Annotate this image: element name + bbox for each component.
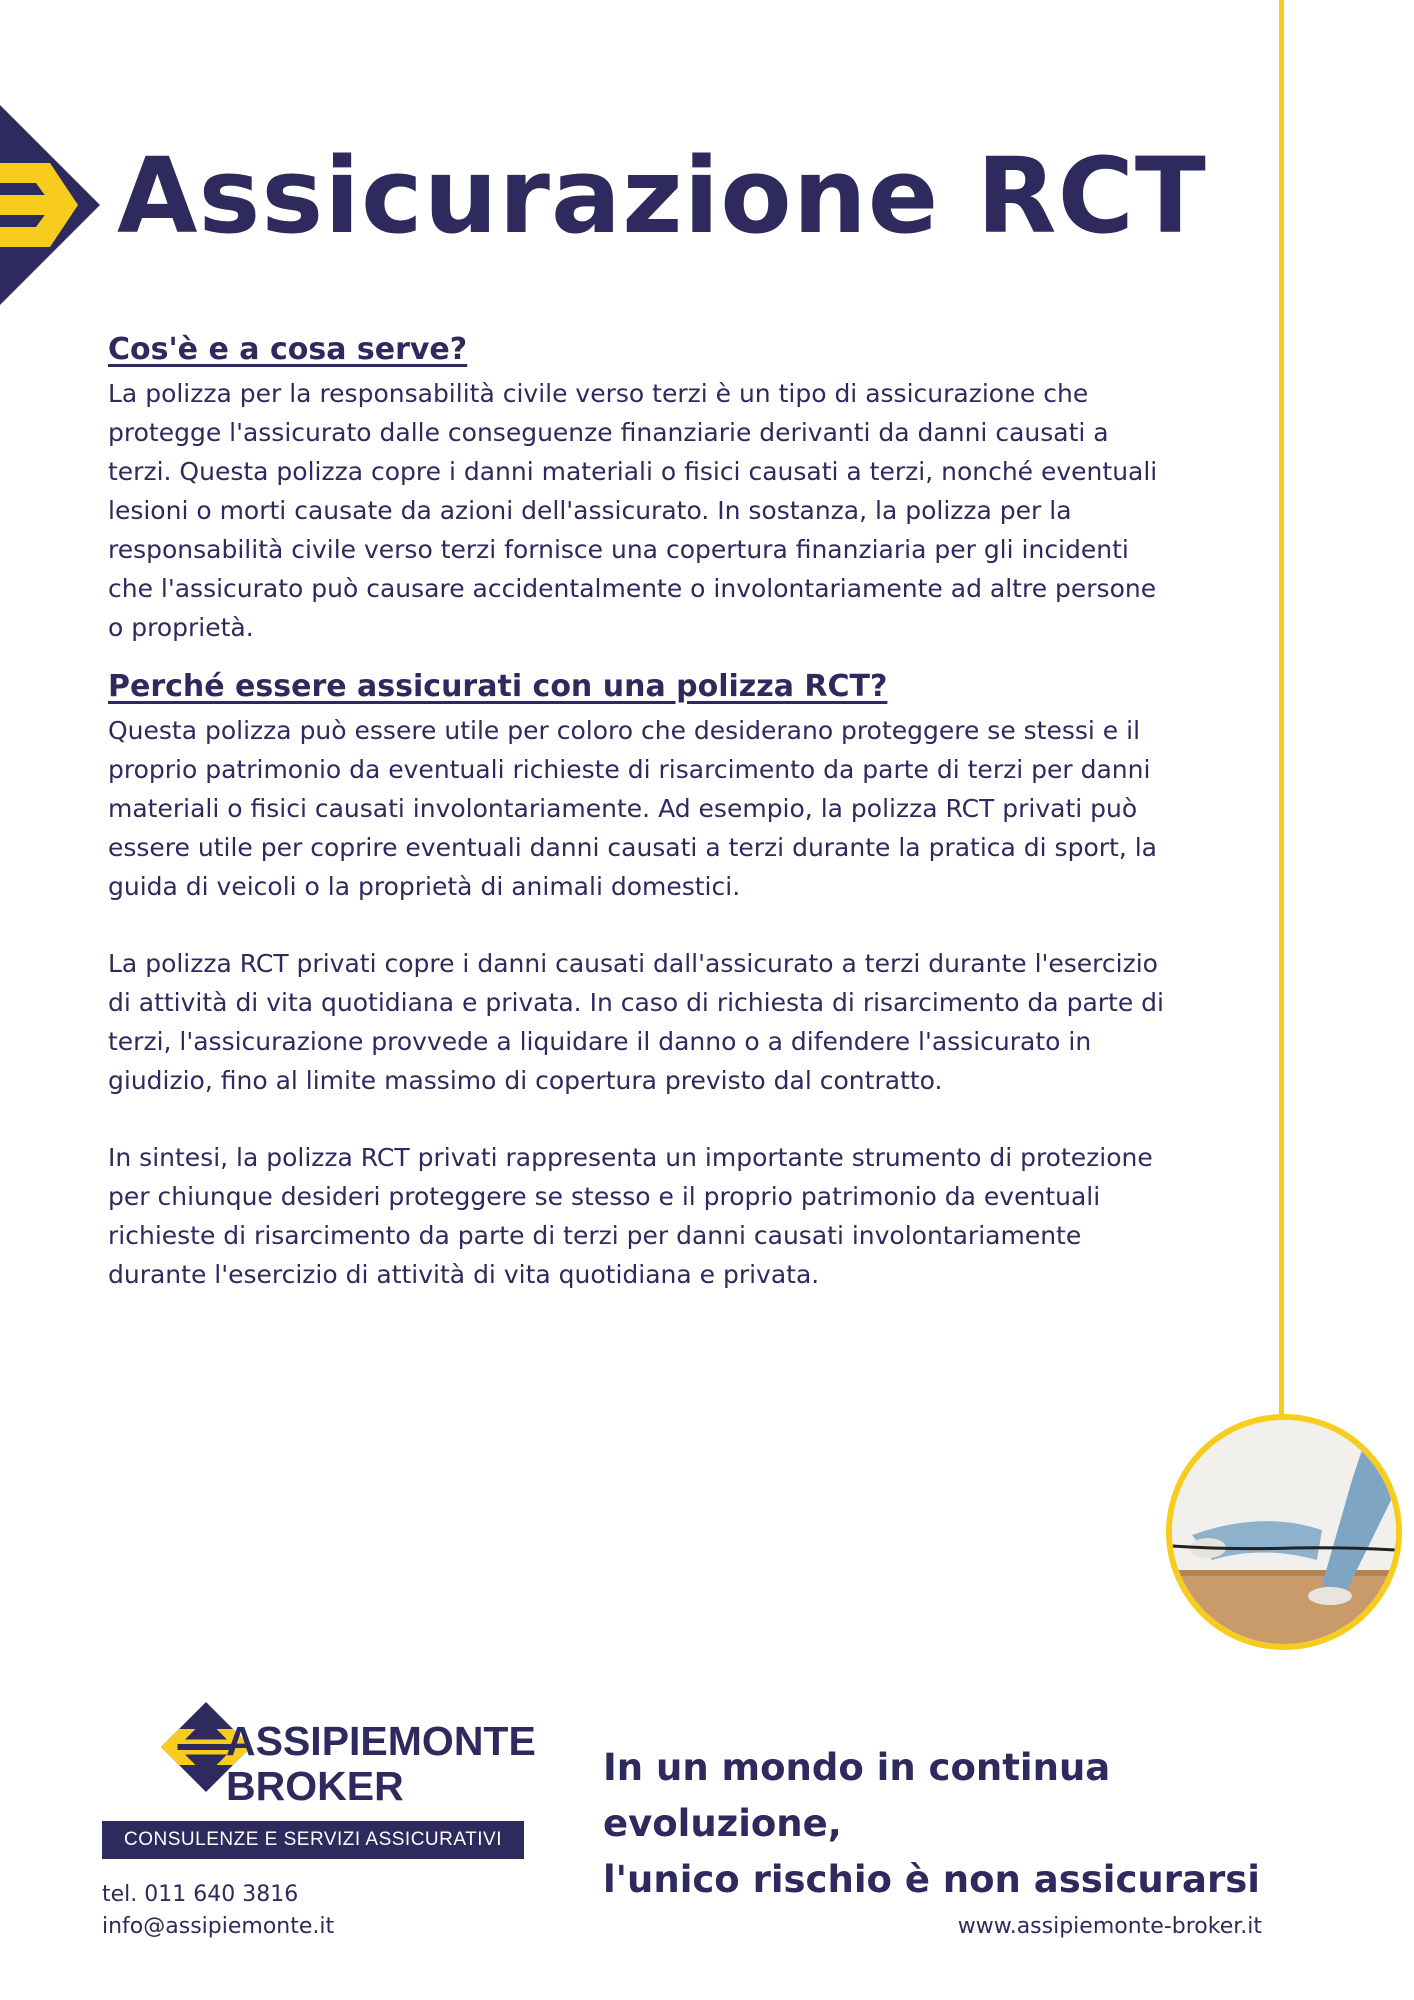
- contact-email[interactable]: info@assipiemonte.it: [102, 1914, 335, 1939]
- corner-logo-mark: [0, 105, 100, 305]
- brand-name-line2: BROKER: [226, 1763, 404, 1809]
- website-link[interactable]: www.assipiemonte-broker.it: [957, 1914, 1262, 1939]
- photo-circle: [1166, 1414, 1402, 1650]
- section-paragraph: Questa polizza può essere utile per coloro che desiderano proteggere se stessi e il proprio patrimonio da eventuali richieste di risarcimento da parte di terzi per danni materiali o fisici causati involontariamente. Ad esempio, la polizza RCT privati può essere utile per coprire eventuali danni causati a terzi durante la pratica di sport, la guida di veicoli o la proprietà di animali domestici.: [108, 716, 1157, 901]
- brand-name-line1: ASSIPIEMONTE: [226, 1718, 536, 1764]
- brand-subtitle: CONSULENZE E SERVIZI ASSICURATIVI: [102, 1821, 524, 1859]
- tripping-person-photo: [1172, 1420, 1396, 1644]
- section-heading: Cos'è e a cosa serve?: [108, 332, 468, 367]
- slogan-line-1: In un mondo in continua evoluzione,: [603, 1746, 1111, 1845]
- section-paragraph: In sintesi, la polizza RCT privati rappresenta un importante strumento di protezione per chiunque desideri proteggere se stesso e il proprio patrimonio da eventuali richieste di risarcimento da parte di terzi per danni causati involontariamente durante l'esercizio di attività di vita quotidiana e privata.: [108, 1143, 1153, 1289]
- yellow-vertical-line: [1279, 0, 1284, 1418]
- section-paragraph: La polizza per la responsabilità civile verso terzi è un tipo di assicurazione che protegge l'assicurato dalle conseguenze finanziarie derivanti da danni causati a terzi. Questa polizza copre i danni materiali o fisici causati a terzi, nonché eventuali lesioni o morti causate da azioni dell'assicurato. In sostanza, la polizza per la responsabilità civile verso terzi fornisce una copertura finanziaria per gli incidenti che l'assicurato può causare accidentalmente o involontariamente ad altre persone o proprietà.: [108, 379, 1158, 642]
- main-content: [108, 330, 1168, 1294]
- page-title: Assicurazione RCT: [117, 135, 1207, 257]
- contact-phone: tel. 011 640 3816: [102, 1882, 299, 1907]
- slogan: [603, 1740, 1343, 1908]
- section-heading: Perché essere assicurati con una polizza RCT?: [108, 669, 888, 704]
- slogan-line-2: l'unico rischio è non assicurarsi: [603, 1858, 1260, 1901]
- section-paragraph: La polizza RCT privati copre i danni causati dall'assicurato a terzi durante l'esercizio di attività di vita quotidiana e privata. In caso di richiesta di risarcimento da parte di terzi, l'assicurazione provvede a liquidare il danno o a difendere l'assicurato in giudizio, fino al limite massimo di copertura previsto dal contratto.: [108, 949, 1164, 1095]
